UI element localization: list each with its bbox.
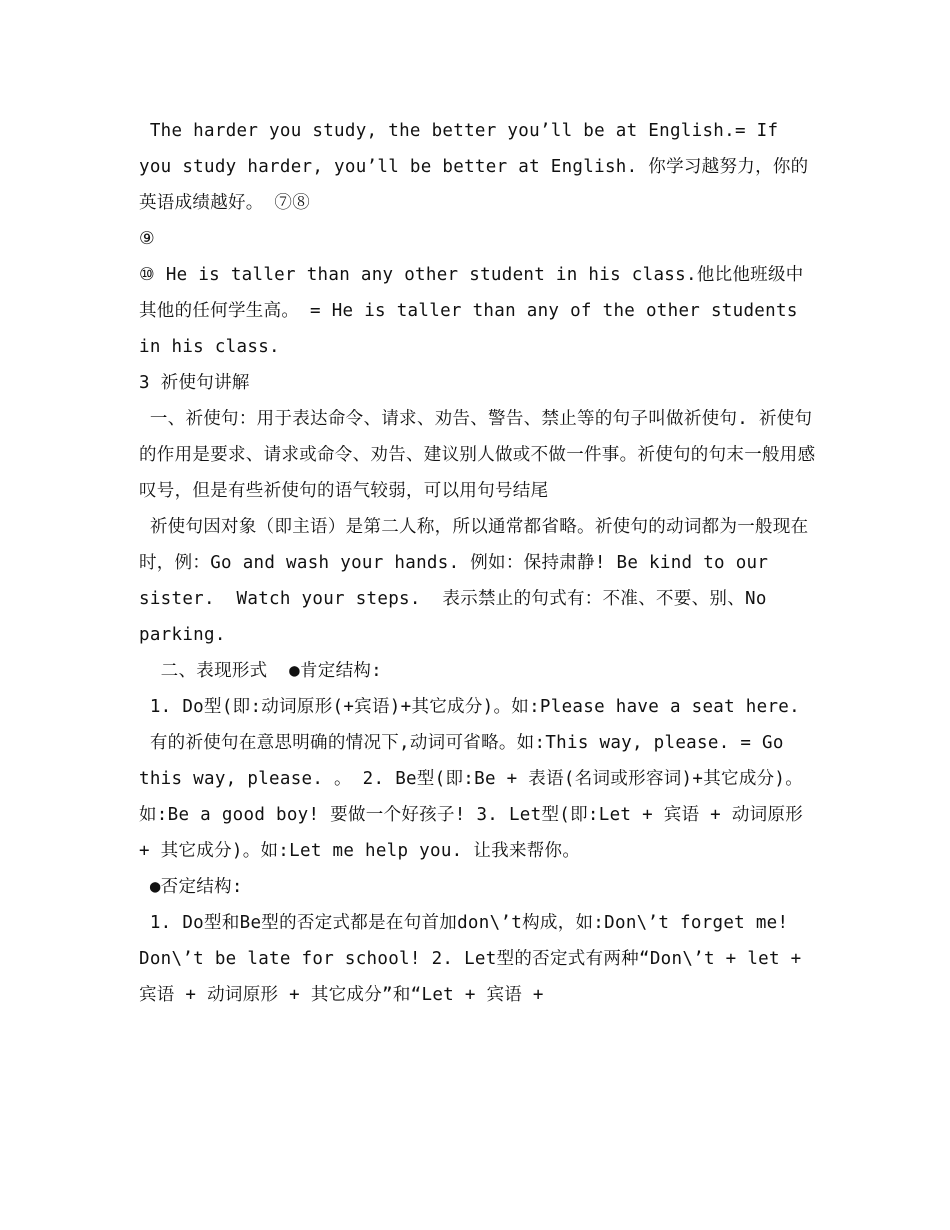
document-body — [139, 113, 819, 1013]
paragraph-taller-example: ⑩ He is taller than any other student in his class.他比他班级中其他的任何学生高。 = He is taller than any of the other students in his class. — [139, 265, 809, 357]
subheading-forms: 二、表现形式 ●肯定结构: — [139, 661, 383, 681]
paragraph-imperative-definition: 一、祈使句：用于表达命令、请求、劝告、警告、禁止等的句子叫做祈使句. 祈使句的作用是要求、请求或命令、劝告、建议别人做或不做一件事。祈使句的句末一般用感叹号，但是有些祈使句的语气较弱，可以用句号结尾 — [139, 409, 816, 501]
paragraph-negative-forms: 1. Do型和Be型的否定式都是在句首加don\’t构成，如:Don\’t forget me! Don\’t be late for school! 2. Let型的否定式有两种“Don\’t + let + 宾语 + 动词原形 + 其它成分”和“Let + 宾语 + — [139, 913, 813, 1005]
paragraph-comparative-example: The harder you study, the better you’ll be at English.= If you study harder, you’ll be better at English. 你学习越努力，你的英语成绩越好。 ⑦⑧ — [139, 121, 809, 213]
paragraph-imperative-subject: 祈使句因对象（即主语）是第二人称，所以通常都省略。祈使句的动词都为一般现在时，例：Go and wash your hands. 例如：保持肃静! Be kind to our sister. Watch your steps. 表示禁止的句式有：不准、不要、别、No parking. — [139, 517, 809, 645]
subheading-negative: ●否定结构: — [139, 877, 243, 897]
paragraph-circled-nine: ⑨ — [139, 229, 155, 249]
paragraph-verb-omission: 有的祈使句在意思明确的情况下,动词可省略。如:This way, please. = Go this way, please. 。 2. Be型(即:Be + 表语(名词或形容词)+其它成分)。如:Be a good boy! 要做一个好孩子! 3. Let型(即:Let + 宾语 + 动词原形 + 其它成分)。如:Let me help you. 让我来帮你。 — [139, 733, 814, 861]
paragraph-do-form: 1. Do型(即:动词原形(+宾语)+其它成分)。如:Please have a seat here. — [139, 697, 800, 717]
section-heading-imperative: 3 祈使句讲解 — [139, 373, 250, 393]
